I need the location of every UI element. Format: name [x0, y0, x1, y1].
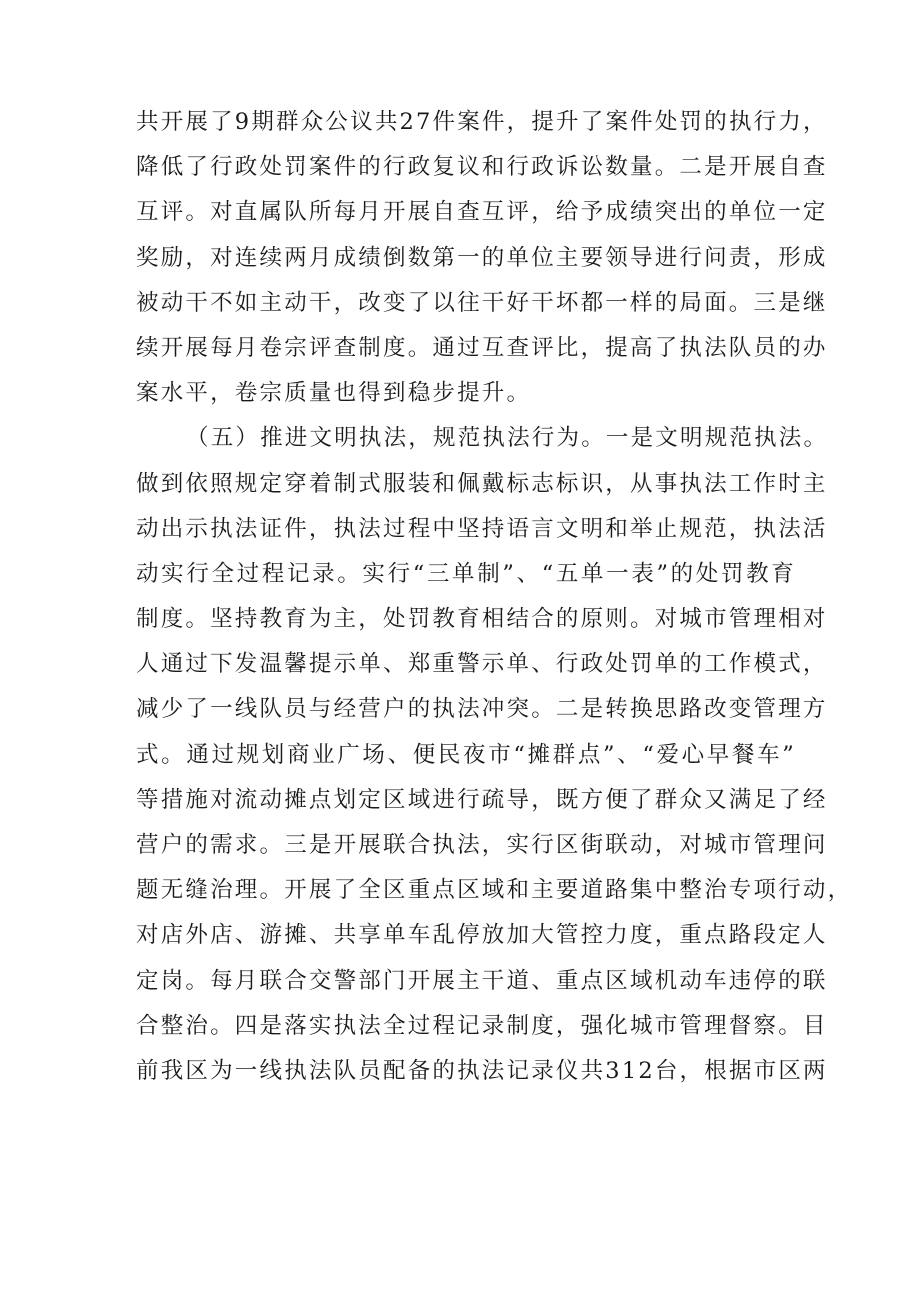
text-line: 动出示执法证件，执法过程中坚持语言文明和举止规范，执法活 — [136, 515, 828, 542]
text-line: 案水平，卷宗质量也得到稳步提升。 — [136, 380, 532, 407]
text-line: 合整治。四是落实执法全过程记录制度，强化城市管理督察。目 — [136, 1012, 828, 1039]
text-line: 题无缝治理。开展了全区重点区域和主要道路集中整治专项行动， — [136, 877, 853, 904]
text-line: 营户的需求。三是开展联合执法，实行区街联动，对城市管理问 — [136, 832, 828, 858]
text-line: 对店外店、游摊、共享单车乱停放加大管控力度，重点路段定人 — [136, 922, 828, 949]
text-line: 定岗。每月联合交警部门开展主干道、重点区域机动车违停的联 — [136, 967, 828, 994]
paragraph-1 — [136, 100, 828, 416]
text-line: 等措施对流动摊点划定区域进行疏导，既方便了群众又满足了经 — [136, 786, 828, 813]
text-line: 奖励，对连续两月成绩倒数第一的单位主要领导进行问责，形成 — [136, 244, 828, 271]
text-line: 互评。对直属队所每月开展自查互评，给予成绩突出的单位一定 — [136, 199, 828, 226]
text-line: 共开展了9期群众公议共27件案件，提升了案件处罚的执行力， — [136, 109, 828, 135]
text-line: 减少了一线队员与经营户的执法冲突。二是转换思路改变管理方 — [136, 696, 828, 723]
body-text — [136, 100, 853, 1094]
text-line: 前我区为一线执法队员配备的执法记录仪共312台，根据市区两 — [136, 1057, 828, 1084]
text-line: 式。通过规划商业广场、便民夜市“摊群点”、“爱心早餐车” — [136, 741, 796, 768]
text-line: 被动干不如主动干，改变了以往干好干坏都一样的局面。三是继 — [136, 289, 828, 316]
text-line: 做到依照规定穿着制式服装和佩戴标志标识，从事执法工作时主 — [136, 470, 828, 497]
paragraph-2 — [136, 416, 853, 1094]
text-line: 动实行全过程记录。实行“三单制”、“五单一表”的处罚教育 — [136, 560, 796, 587]
text-line: 制度。坚持教育为主，处罚教育相结合的原则。对城市管理相对 — [136, 606, 828, 633]
text-line: 续开展每月卷宗评查制度。通过互查评比，提高了执法队员的办 — [136, 334, 828, 361]
paragraph-heading-line: （五）推进文明执法，规范执法行为。一是文明规范执法。 — [186, 425, 829, 452]
text-line: 人通过下发温馨提示单、郑重警示单、行政处罚单的工作模式， — [136, 651, 828, 678]
text-line: 降低了行政处罚案件的行政复议和行政诉讼数量。二是开展自查 — [136, 154, 828, 181]
